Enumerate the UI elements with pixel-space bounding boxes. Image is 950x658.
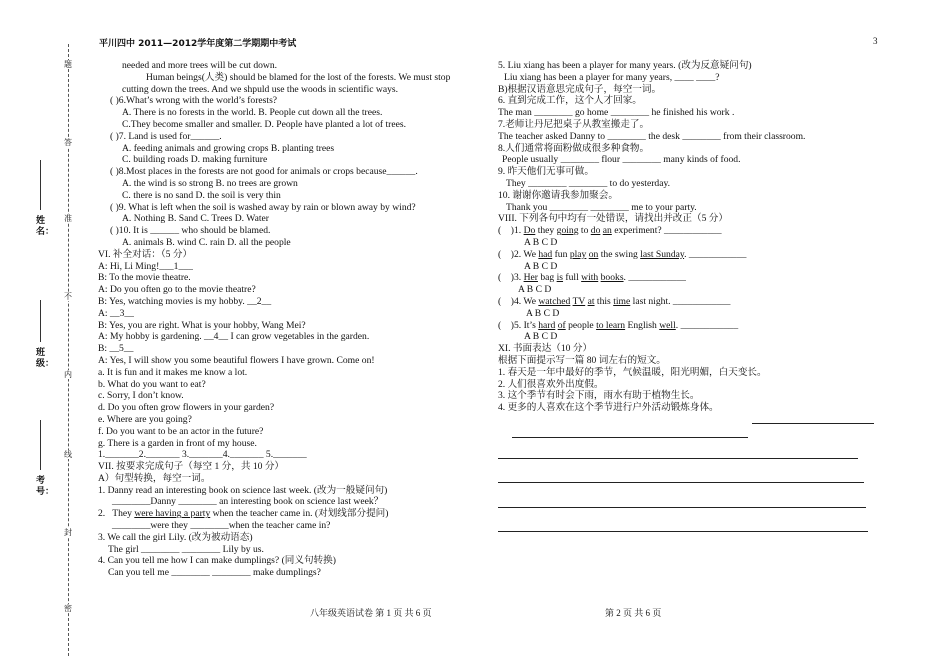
q2-suffix: when the teacher came in. (对划线部分提问) [210,508,389,520]
option-line: C. building roads D. making furniture [122,154,268,166]
chinese-prompt: 8.人们通常将面粉做成很多种食物。 [498,142,650,154]
right-footer: 第 2 页 共 6 页 [605,608,662,618]
fold-char: 答 [64,138,72,147]
answer-blanks[interactable]: People usually ________ flour ________ many kinds of food. [502,154,741,166]
error-letters: A B C D [524,236,558,248]
answer-blanks[interactable]: The teacher asked Danny to ________ the desk ________ from their classroom. [498,130,806,142]
error-letters: A B C D [524,260,558,272]
writing-line[interactable] [512,437,748,438]
left-column [98,60,478,579]
fold-char: 线 [64,450,72,459]
binding-strip [0,0,83,658]
chinese-prompt: 10. 谢谢你邀请我参加聚会。 [498,189,618,201]
choice-line: b. What do you want to eat? [98,378,206,390]
answer-blanks[interactable]: They ________ ________ to do yesterday. [506,177,671,189]
question-9: ( )9. What is left when the soil is washed away by rain or blown away by wind? [110,201,416,213]
fold-char: 密 [64,604,72,613]
question-10: ( )10. It is ______ who should be blamed. [110,225,271,237]
dialogue-line: B: To the movie theatre. [98,272,191,284]
dialogue-line: A: My hobby is gardening. __4__ I can grow vegetables in the garden. [98,331,370,343]
answer-blanks[interactable]: ________were they ________when the teacher came in? [112,520,331,532]
transform-question: 4. Can you tell me how I can make dumplings? (同义句转换) [98,555,336,567]
option-line: A. animals B. wind C. rain D. all the people [122,236,291,248]
fold-char: 准 [64,214,72,223]
underlined-phrase: were having a party [134,508,211,520]
writing-line[interactable] [498,482,864,483]
section-viii-heading: VIII. 下列各句中均有一处错误，请找出并改正（5 分） [498,213,728,225]
error-question-5: ( )5. It’s hard of people to learn English well. ____________ [498,319,739,331]
dialogue-line: A: Yes, I will show you some beautiful flowers I have grown. Come on! [98,354,375,366]
error-letters: A B C D [524,331,558,343]
exam-title: 平川四中 2011—2012学年度第二学期期中考试 [99,39,297,49]
fold-line [68,44,69,656]
passage-line: Human beings(人类) should be blamed for the lost of the forests. We must stop [146,71,451,83]
dialogue-line: A: Hi, Li Ming!___1___ [98,260,193,272]
answer-blanks[interactable]: The girl ________ ________ Lily by us. [108,543,264,555]
error-question-2: ( )2. We had fun play on the swing last Sunday. ____________ [498,248,747,260]
transform-question: 3. We call the girl Lily. (改为被动语态) [98,531,253,543]
class-label: 班级： [36,348,55,369]
option-line: A. There is no forests in the world. B. People cut down all the trees. [122,107,383,119]
chinese-prompt: 9. 昨天他们无事可做。 [498,166,594,178]
answer-blanks[interactable]: Thank you ________ ________ me to your party. [506,201,697,213]
writing-hint: 1. 春天是一年中最好的季节，气候温暖，阳光明媚，白天变长。 [498,366,767,378]
section-vi-heading: VI. 补全对话：（5 分） [98,248,193,260]
error-question-4: ( )4. We watched TV at this time last night. ____________ [498,295,731,307]
option-line: A. Nothing B. Sand C. Trees D. Water [122,213,269,225]
option-line: C. there is no sand D. the soil is very thin [122,189,281,201]
choice-line: c. Sorry, I don’t know. [98,390,184,402]
passage-line: needed and more trees will be cut down. [122,60,278,71]
subsection-b-heading: B)根据汉语意思完成句子，每空一词。 [498,83,662,95]
error-letters: A B C D [518,284,552,296]
transform-question: 5. Liu xiang has been a player for many years. (改为反意疑问句) [498,60,752,71]
writing-line[interactable] [752,423,874,424]
page-number: 3 [873,36,878,46]
id-field[interactable] [40,420,41,470]
fold-char: 不 [64,292,72,301]
question-8: ( )8.Most places in the forests are not good for animals or crops because______. [110,166,418,178]
right-column [498,60,898,414]
choice-line: f. Do you want to be an actor in the future? [98,425,264,437]
section-xi-heading: XI. 书面表达（10 分） [498,343,593,355]
fold-char: 封 [64,528,72,537]
transform-question [98,508,478,520]
dialogue-line: B: __5__ [98,343,134,355]
fold-char: 内 [64,370,72,379]
answer-blanks[interactable]: The man ________ go home ________ he finished his work . [498,107,735,119]
name-label: 姓名： [36,216,55,237]
chinese-prompt: 6. 直到完成工作，这个人才回家。 [498,95,642,107]
option-line: A. the wind is so strong B. no trees are grown [122,177,298,189]
writing-hint: 3. 这个季节有时会下雨，雨水有助于植物生长。 [498,390,700,402]
choice-line: e. Where are you going? [98,413,192,425]
error-letters: A B C D [526,307,560,319]
writing-line[interactable] [498,458,858,459]
answer-blanks[interactable]: 1._______2._______ 3._______4._______ 5._______ [98,449,307,461]
chinese-prompt: 7.老师让丹尼把桌子从教室搬走了。 [498,118,650,130]
section-vii-heading: VII. 按要求完成句子（每空 1 分，共 10 分） [98,461,285,473]
answer-blanks[interactable]: Liu xiang has been a player for many years, ____ ____? [504,71,720,83]
class-field[interactable] [40,300,41,342]
writing-line[interactable] [498,531,868,532]
choice-line: d. Do you often grow flowers in your garden? [98,402,275,414]
choice-line: g. There is a garden in front of my house. [98,437,257,449]
writing-hint: 4. 更多的人喜欢在这个季节进行户外活动锻炼身体。 [498,402,719,414]
id-label: 考号： [36,476,55,497]
error-question-1: ( )1. Do they going to do an experiment? ____________ [498,225,722,237]
question-6: ( )6.What’s wrong with the world’s forests? [110,95,278,107]
option-line: C.They become smaller and smaller. D. People have planted a lot of trees. [122,118,406,130]
writing-hint: 2. 人们很喜欢外出度假。 [498,378,604,390]
q2-prefix: 2. They [98,508,135,520]
writing-instruction: 根据下面提示写一篇 80 词左右的短文。 [498,354,666,366]
dialogue-line: A: __3__ [98,307,134,319]
fold-char: 题 [64,60,72,69]
transform-question: 1. Danny read an interesting book on science last week. (改为一般疑问句) [98,484,388,496]
left-footer: 八年级英语试卷 第 1 页 共 6 页 [310,608,432,618]
answer-blanks[interactable]: Can you tell me ________ ________ make dumplings? [108,567,321,579]
passage-line: cutting down the trees. And we shpuld use the woods in scientific ways. [122,83,399,95]
dialogue-line: B: Yes, you are right. What is your hobby, Wang Mei? [98,319,306,331]
choice-line: a. It is fun and it makes me know a lot. [98,366,248,378]
answer-blanks[interactable]: ________Danny ________ an interesting book on science last week？ [112,496,384,508]
option-line: A. feeding animals and growing crops B. planting trees [122,142,335,154]
question-7: ( )7. Land is used for______. [110,130,222,142]
name-field[interactable] [40,160,41,210]
writing-line[interactable] [498,507,866,508]
subsection-a-heading: A）句型转换，每空一词。 [98,472,211,484]
dialogue-line: B: Yes, watching movies is my hobby. __2__ [98,295,272,307]
dialogue-line: A: Do you often go to the movie theatre? [98,284,256,296]
error-question-3: ( )3. Her bag is full with books. ____________ [498,272,686,284]
